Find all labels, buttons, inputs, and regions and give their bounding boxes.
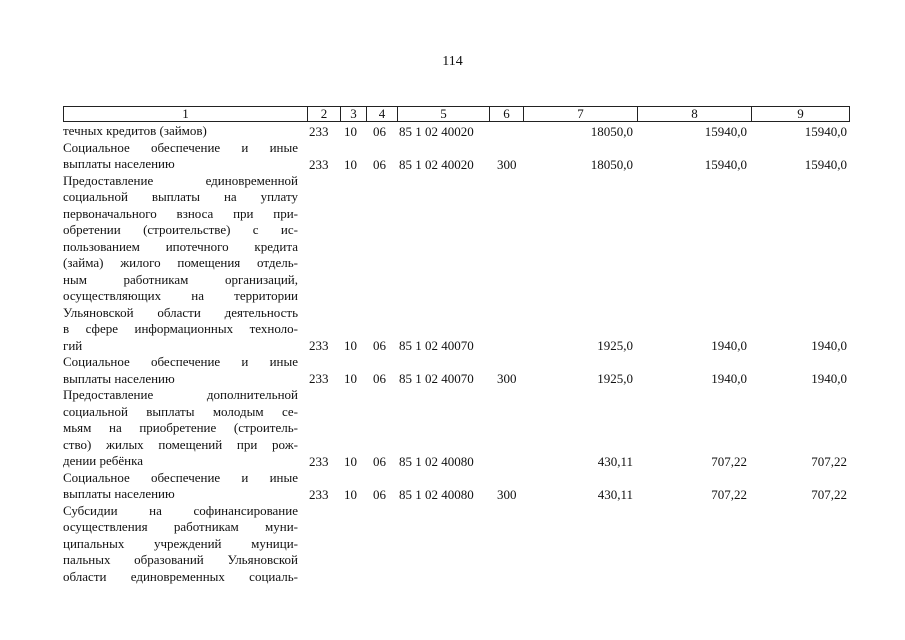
column-header-3: 3 <box>341 107 367 122</box>
cell-c8: 707,22 <box>711 486 747 502</box>
cell-c4: 06 <box>373 371 386 386</box>
description-line: пальных образований Ульяновской <box>63 552 298 567</box>
description-line: Социальное обеспечение и иные <box>63 469 298 485</box>
cell-c2: 233 <box>309 486 329 502</box>
cell-c2: 233 <box>309 371 329 386</box>
description-line: Предоставление дополнительной <box>63 387 298 402</box>
table-row <box>63 123 849 140</box>
cell-c7: 18050,0 <box>590 156 633 172</box>
description-line: социальной выплаты молодым се- <box>63 403 298 419</box>
description-line: дении ребёнка <box>63 453 144 468</box>
cell-c5: 85 1 02 40070 <box>399 371 474 386</box>
cell-c5: 85 1 02 40070 <box>399 338 474 353</box>
cell-c9: 707,22 <box>811 486 847 502</box>
row-values <box>63 157 849 173</box>
description-line: первоначального взноса при при- <box>63 205 298 221</box>
cell-c2: 233 <box>309 453 329 469</box>
description-line: осуществляющих на территории <box>63 288 298 303</box>
cell-c5: 85 1 02 40080 <box>399 486 474 502</box>
cell-c7: 430,11 <box>597 486 633 502</box>
cell-c6: 300 <box>497 486 517 502</box>
table-row <box>63 503 849 586</box>
cell-c3: 10 <box>344 338 357 353</box>
cell-c4: 06 <box>373 338 386 353</box>
cell-c8: 15940,0 <box>704 156 747 172</box>
description-line: пользованием ипотечного кредита <box>63 238 298 254</box>
table-row <box>63 173 849 355</box>
cell-c9: 1940,0 <box>811 371 847 386</box>
description-line: (займа) жилого помещения отдель- <box>63 255 298 270</box>
cell-c9: 15940,0 <box>804 123 847 139</box>
row-description <box>63 173 298 355</box>
column-header-2: 2 <box>308 107 341 122</box>
description-line: выплаты населению <box>63 486 175 501</box>
cell-c2: 233 <box>309 338 329 353</box>
cell-c5: 85 1 02 40080 <box>399 453 474 469</box>
table-row <box>63 140 849 173</box>
description-line: в сфере информационных техноло- <box>63 321 298 336</box>
column-header-4: 4 <box>367 107 398 122</box>
description-line: области единовременных социаль- <box>63 568 298 584</box>
row-values <box>63 454 849 470</box>
row-values <box>63 371 849 387</box>
description-line: осуществления работникам муни- <box>63 519 298 534</box>
cell-c3: 10 <box>344 371 357 386</box>
cell-c4: 06 <box>373 156 386 172</box>
cell-c9: 1940,0 <box>811 338 847 353</box>
description-line: Социальное обеспечение и иные <box>63 354 298 369</box>
page-number: 114 <box>442 54 463 69</box>
row-values <box>63 487 849 503</box>
description-line: ство) жилых помещений при рож- <box>63 436 298 452</box>
description-line: выплаты населению <box>63 156 175 171</box>
row-values <box>63 124 849 140</box>
row-values <box>63 338 849 354</box>
table-row <box>63 354 849 387</box>
column-header-9: 9 <box>752 107 850 122</box>
row-values <box>63 569 849 585</box>
description-line: Предоставление единовременной <box>63 172 298 188</box>
cell-c8: 1940,0 <box>711 338 747 353</box>
column-header-table <box>63 106 850 122</box>
description-line: мьям на приобретение (строитель- <box>63 420 298 435</box>
column-header-6: 6 <box>490 107 524 122</box>
description-line: гий <box>63 337 83 353</box>
cell-c9: 15940,0 <box>804 156 847 172</box>
cell-c4: 06 <box>373 486 386 502</box>
cell-c8: 707,22 <box>711 453 747 469</box>
cell-c9: 707,22 <box>811 453 847 469</box>
cell-c7: 1925,0 <box>597 371 633 386</box>
cell-c7: 1925,0 <box>597 338 633 353</box>
column-header-8: 8 <box>638 107 752 122</box>
cell-c6: 300 <box>497 156 517 172</box>
cell-c3: 10 <box>344 486 357 502</box>
description-line: Ульяновской области деятельность <box>63 304 298 320</box>
column-header-1: 1 <box>64 107 308 122</box>
column-header-7: 7 <box>524 107 638 122</box>
cell-c2: 233 <box>309 156 329 172</box>
cell-c4: 06 <box>373 453 386 469</box>
cell-c3: 10 <box>344 453 357 469</box>
cell-c7: 430,11 <box>597 453 633 469</box>
cell-c7: 18050,0 <box>590 123 633 139</box>
table-row <box>63 387 849 470</box>
description-line: ципальных учреждений муници- <box>63 535 298 551</box>
description-line: Субсидии на софинансирование <box>63 502 298 518</box>
cell-c5: 85 1 02 40020 <box>399 123 474 139</box>
cell-c3: 10 <box>344 156 357 172</box>
cell-c8: 1940,0 <box>711 371 747 386</box>
description-line: обретении (строительстве) с ис- <box>63 222 298 237</box>
column-header-row <box>64 107 850 122</box>
description-line: Социальное обеспечение и иные <box>63 139 298 155</box>
cell-c5: 85 1 02 40020 <box>399 156 474 172</box>
column-header-5: 5 <box>398 107 490 122</box>
cell-c3: 10 <box>344 123 357 139</box>
cell-c2: 233 <box>309 123 329 139</box>
budget-table-body <box>63 123 849 585</box>
cell-c4: 06 <box>373 123 386 139</box>
cell-c6: 300 <box>497 371 517 386</box>
table-row <box>63 470 849 503</box>
description-line: течных кредитов (займов) <box>63 123 207 138</box>
cell-c8: 15940,0 <box>704 123 747 139</box>
description-line: выплаты населению <box>63 370 175 386</box>
description-line: ным работникам организаций, <box>63 271 298 287</box>
description-line: социальной выплаты на уплату <box>63 189 298 204</box>
